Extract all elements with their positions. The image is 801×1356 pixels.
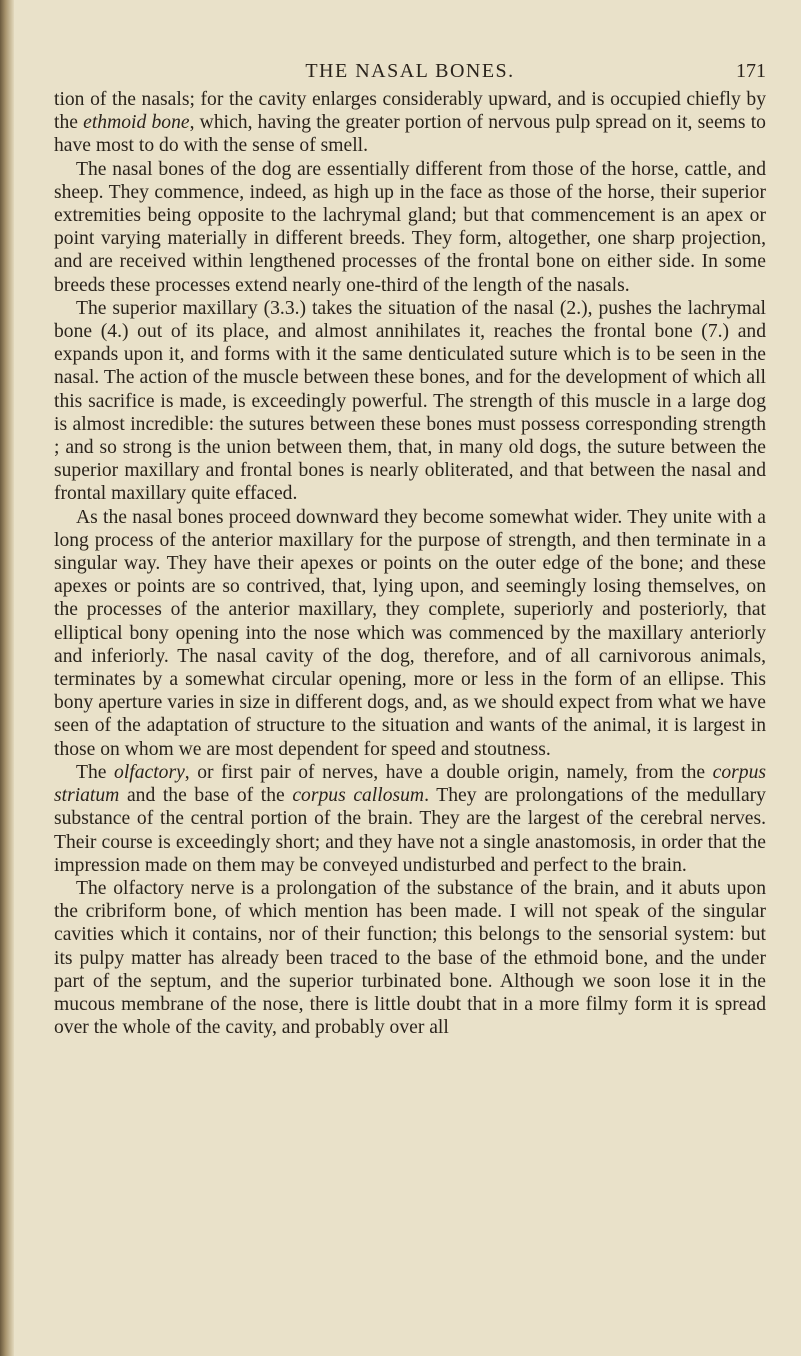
paragraph: [54, 761, 766, 877]
text-run: The superior maxillary (3.3.) takes the situation of the nasal (2.), pushes the lachrymal bone (4.) out of its place, and almost annihilates it, reaches the frontal bone (7.) and expands upon it, and forms with it the same denticulated suture which is to be seen in the nasal. The action of the muscle between these bones, and for the development of which all this sacrifice is made, is exceedingly powerful. The strength of this muscle in a large dog is almost incredible: the sutures between these bones must possess corresponding strength ; and so strong is the union between them, that, in many old dogs, the suture between the superior maxillary and frontal bones is nearly obliterated, and that between the nasal and frontal maxillary quite effaced.: [54, 297, 766, 505]
running-head: [54, 60, 766, 88]
paragraph: [54, 877, 766, 1039]
paragraph: [54, 88, 766, 158]
italic-term: ethmoid bone: [83, 112, 190, 134]
page-number: 171: [736, 60, 766, 82]
text-run: The olfactory nerve is a prolongation of the substance of the brain, and it abuts upon the cribriform bone, of which mention has been made. I will not speak of the singular cavities which it contains, nor of their function; this belongs to the sensorial system: but its pulpy matter has already been traced to the base of the ethmoid bone, and the under part of the septum, and the superior turbinated bone. Although we soon lose it in the mucous membrane of the nose, there is little doubt that in a more filmy form it is spread over the whole of the cavity, and probably over all: [54, 877, 766, 1039]
italic-term: corpus striatum: [54, 761, 766, 807]
body-text: [54, 88, 766, 1039]
text-run: , or first pair of nerves, have a double origin, namely, from the: [184, 761, 713, 783]
paragraph: [54, 158, 766, 297]
paragraph: [54, 297, 766, 506]
book-spine-shadow: [0, 0, 14, 1356]
text-run: The nasal bones of the dog are essentially different from those of the horse, cattle, and sheep. They commence, indeed, as high up in the face as those of the horse, their superior extremities being opposite to the lachrymal gland; but that commencement is an apex or point varying materially in different breeds. They form, altogether, one sharp projection, and are received within lengthened processes of the frontal bone on either side. In some breeds these processes extend nearly one-third of the length of the nasals.: [54, 158, 766, 296]
text-run: As the nasal bones proceed downward they become somewhat wider. They unite with a long process of the anterior maxillary for the purpose of strength, and then terminate in a singular way. They have their apexes or points on the outer edge of the bone; and these apexes or points are so contrived, that, lying upon, and seemingly losing themselves, on the processes of the anterior maxillary, they complete, superiorly and posteriorly, that elliptical bony opening into the nose which was commenced by the maxillary anteriorly and inferiorly. The nasal cavity of the dog, therefore, and of all carnivorous animals, terminates by a somewhat circular opening, more or less in the form of an ellipse. This bony aperture varies in size in different dogs, and, as we should expect from what we have seen of the adaptation of structure to the situation and wants of the animal, it is largest in those on whom we are most dependent for speed and stoutness.: [54, 506, 766, 760]
running-title: THE NASAL BONES.: [305, 60, 515, 82]
text-run: . They are prolongations of the medullary substance of the central portion of the brain. They are the largest of the cerebral nerves. Their course is exceedingly short; and they have not a single anastomosis, in order that the impression made on them may be conveyed undisturbed and perfect to the brain.: [54, 785, 766, 876]
text-run: , which, having the greater portion of nervous pulp spread on it, seems to have most to do with the sense of smell.: [54, 112, 766, 157]
italic-term: corpus callosum: [292, 785, 425, 807]
text-run: and the base of the: [119, 785, 293, 807]
text-run: tion of the nasals; for the cavity enlarges considerably upward, and is occupied chiefly by the: [54, 89, 766, 134]
paragraph: [54, 506, 766, 761]
text-run: The: [76, 761, 115, 783]
italic-term: olfactory: [114, 761, 185, 783]
